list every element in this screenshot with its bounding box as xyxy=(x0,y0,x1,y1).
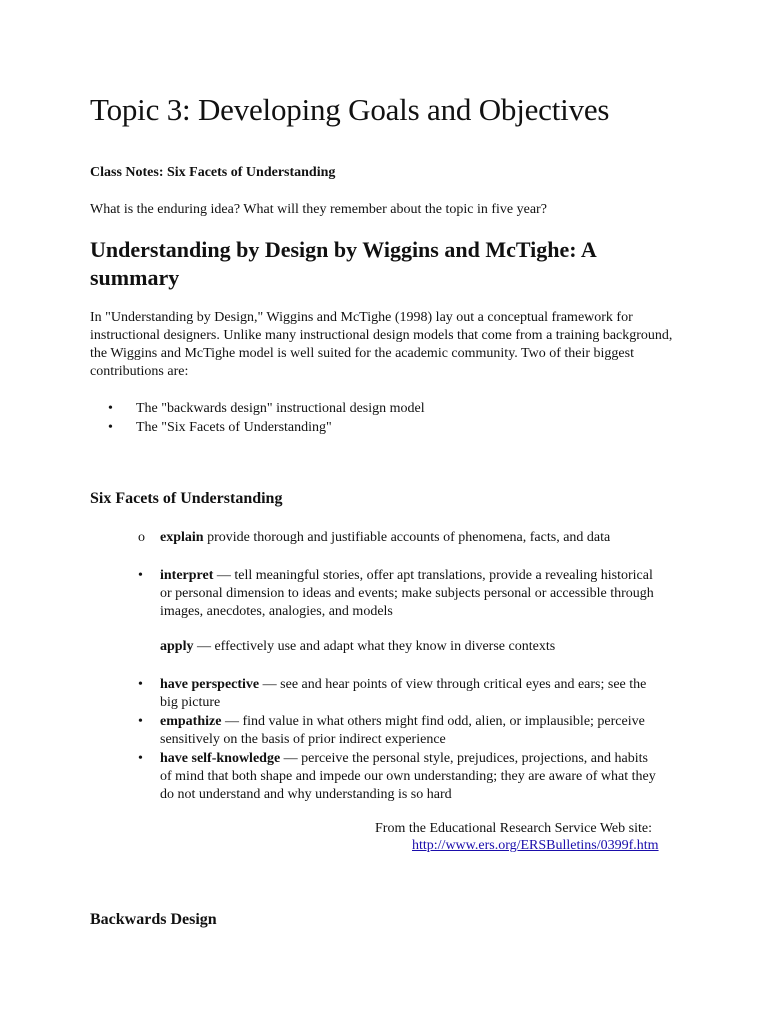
facet-empathize xyxy=(138,713,660,749)
facet-apply xyxy=(160,638,660,656)
facet-have-perspective xyxy=(138,676,660,712)
circle-bullet-icon: o xyxy=(138,530,145,545)
facet-explain xyxy=(138,529,660,547)
facets-heading: Six Facets of Understanding xyxy=(90,490,283,507)
bullet-icon: • xyxy=(138,677,143,692)
facet-text: — effectively use and adapt what they know in diverse contexts xyxy=(193,639,556,654)
list-item xyxy=(108,399,425,418)
class-notes-heading: Class Notes: Six Facets of Understanding xyxy=(90,165,336,180)
list-item-text: The "Six Facets of Understanding" xyxy=(136,420,332,435)
facet-text: — tell meaningful stories, offer apt translations, provide a revealing historical or personal dimension to ideas and events; make subjects personal or accessible through images, anecdotes, analogies, and models xyxy=(160,568,654,619)
facet-text: provide thorough and justifiable accounts of phenomena, facts, and data xyxy=(203,530,611,545)
list-item xyxy=(108,418,425,437)
facet-have-self-knowledge xyxy=(138,750,660,804)
facet-term: explain xyxy=(160,530,204,545)
facet-interpret xyxy=(138,567,660,621)
facet-term: apply xyxy=(160,639,194,654)
contributions-list xyxy=(108,399,425,437)
intro-paragraph: In "Understanding by Design," Wiggins and McTighe (1998) lay out a conceptual framework for instructional designers. Unlike many instructional design models that come from a training background, the Wiggins and McTighe model is well suited for the academic community. Two of their biggest contributions are: xyxy=(90,310,673,379)
backwards-design-heading: Backwards Design xyxy=(90,911,217,928)
facet-text: — find value in what others might find odd, alien, or implausible; perceive sensitively on the basis of prior indirect experience xyxy=(160,714,645,747)
bullet-icon: • xyxy=(108,401,113,416)
summary-heading: Understanding by Design by Wiggins and McTighe: A summary xyxy=(90,237,596,290)
bullet-icon: • xyxy=(138,714,143,729)
bullet-icon: • xyxy=(108,420,113,435)
bullet-icon: • xyxy=(138,751,143,766)
facet-term: have self-knowledge xyxy=(160,751,281,766)
facet-term: have perspective xyxy=(160,677,260,692)
list-item-text: The "backwards design" instructional design model xyxy=(136,401,425,416)
facet-term: empathize xyxy=(160,714,222,729)
facet-term: interpret xyxy=(160,568,214,583)
facet-text: — see and hear points of view through critical eyes and ears; see the big picture xyxy=(160,677,647,710)
enduring-question: What is the enduring idea? What will they remember about the topic in five year? xyxy=(90,202,547,217)
source-label: From the Educational Research Service Web site: xyxy=(375,821,652,836)
page-title: Topic 3: Developing Goals and Objectives xyxy=(90,92,610,127)
source-link[interactable]: http://www.ers.org/ERSBulletins/0399f.htm xyxy=(412,838,659,853)
bullet-icon: • xyxy=(138,568,143,583)
facet-text: — perceive the personal style, prejudices, projections, and habits of mind that both shape and impede our own understanding; they are aware of what they do not understand and why understanding is so hard xyxy=(160,751,656,802)
